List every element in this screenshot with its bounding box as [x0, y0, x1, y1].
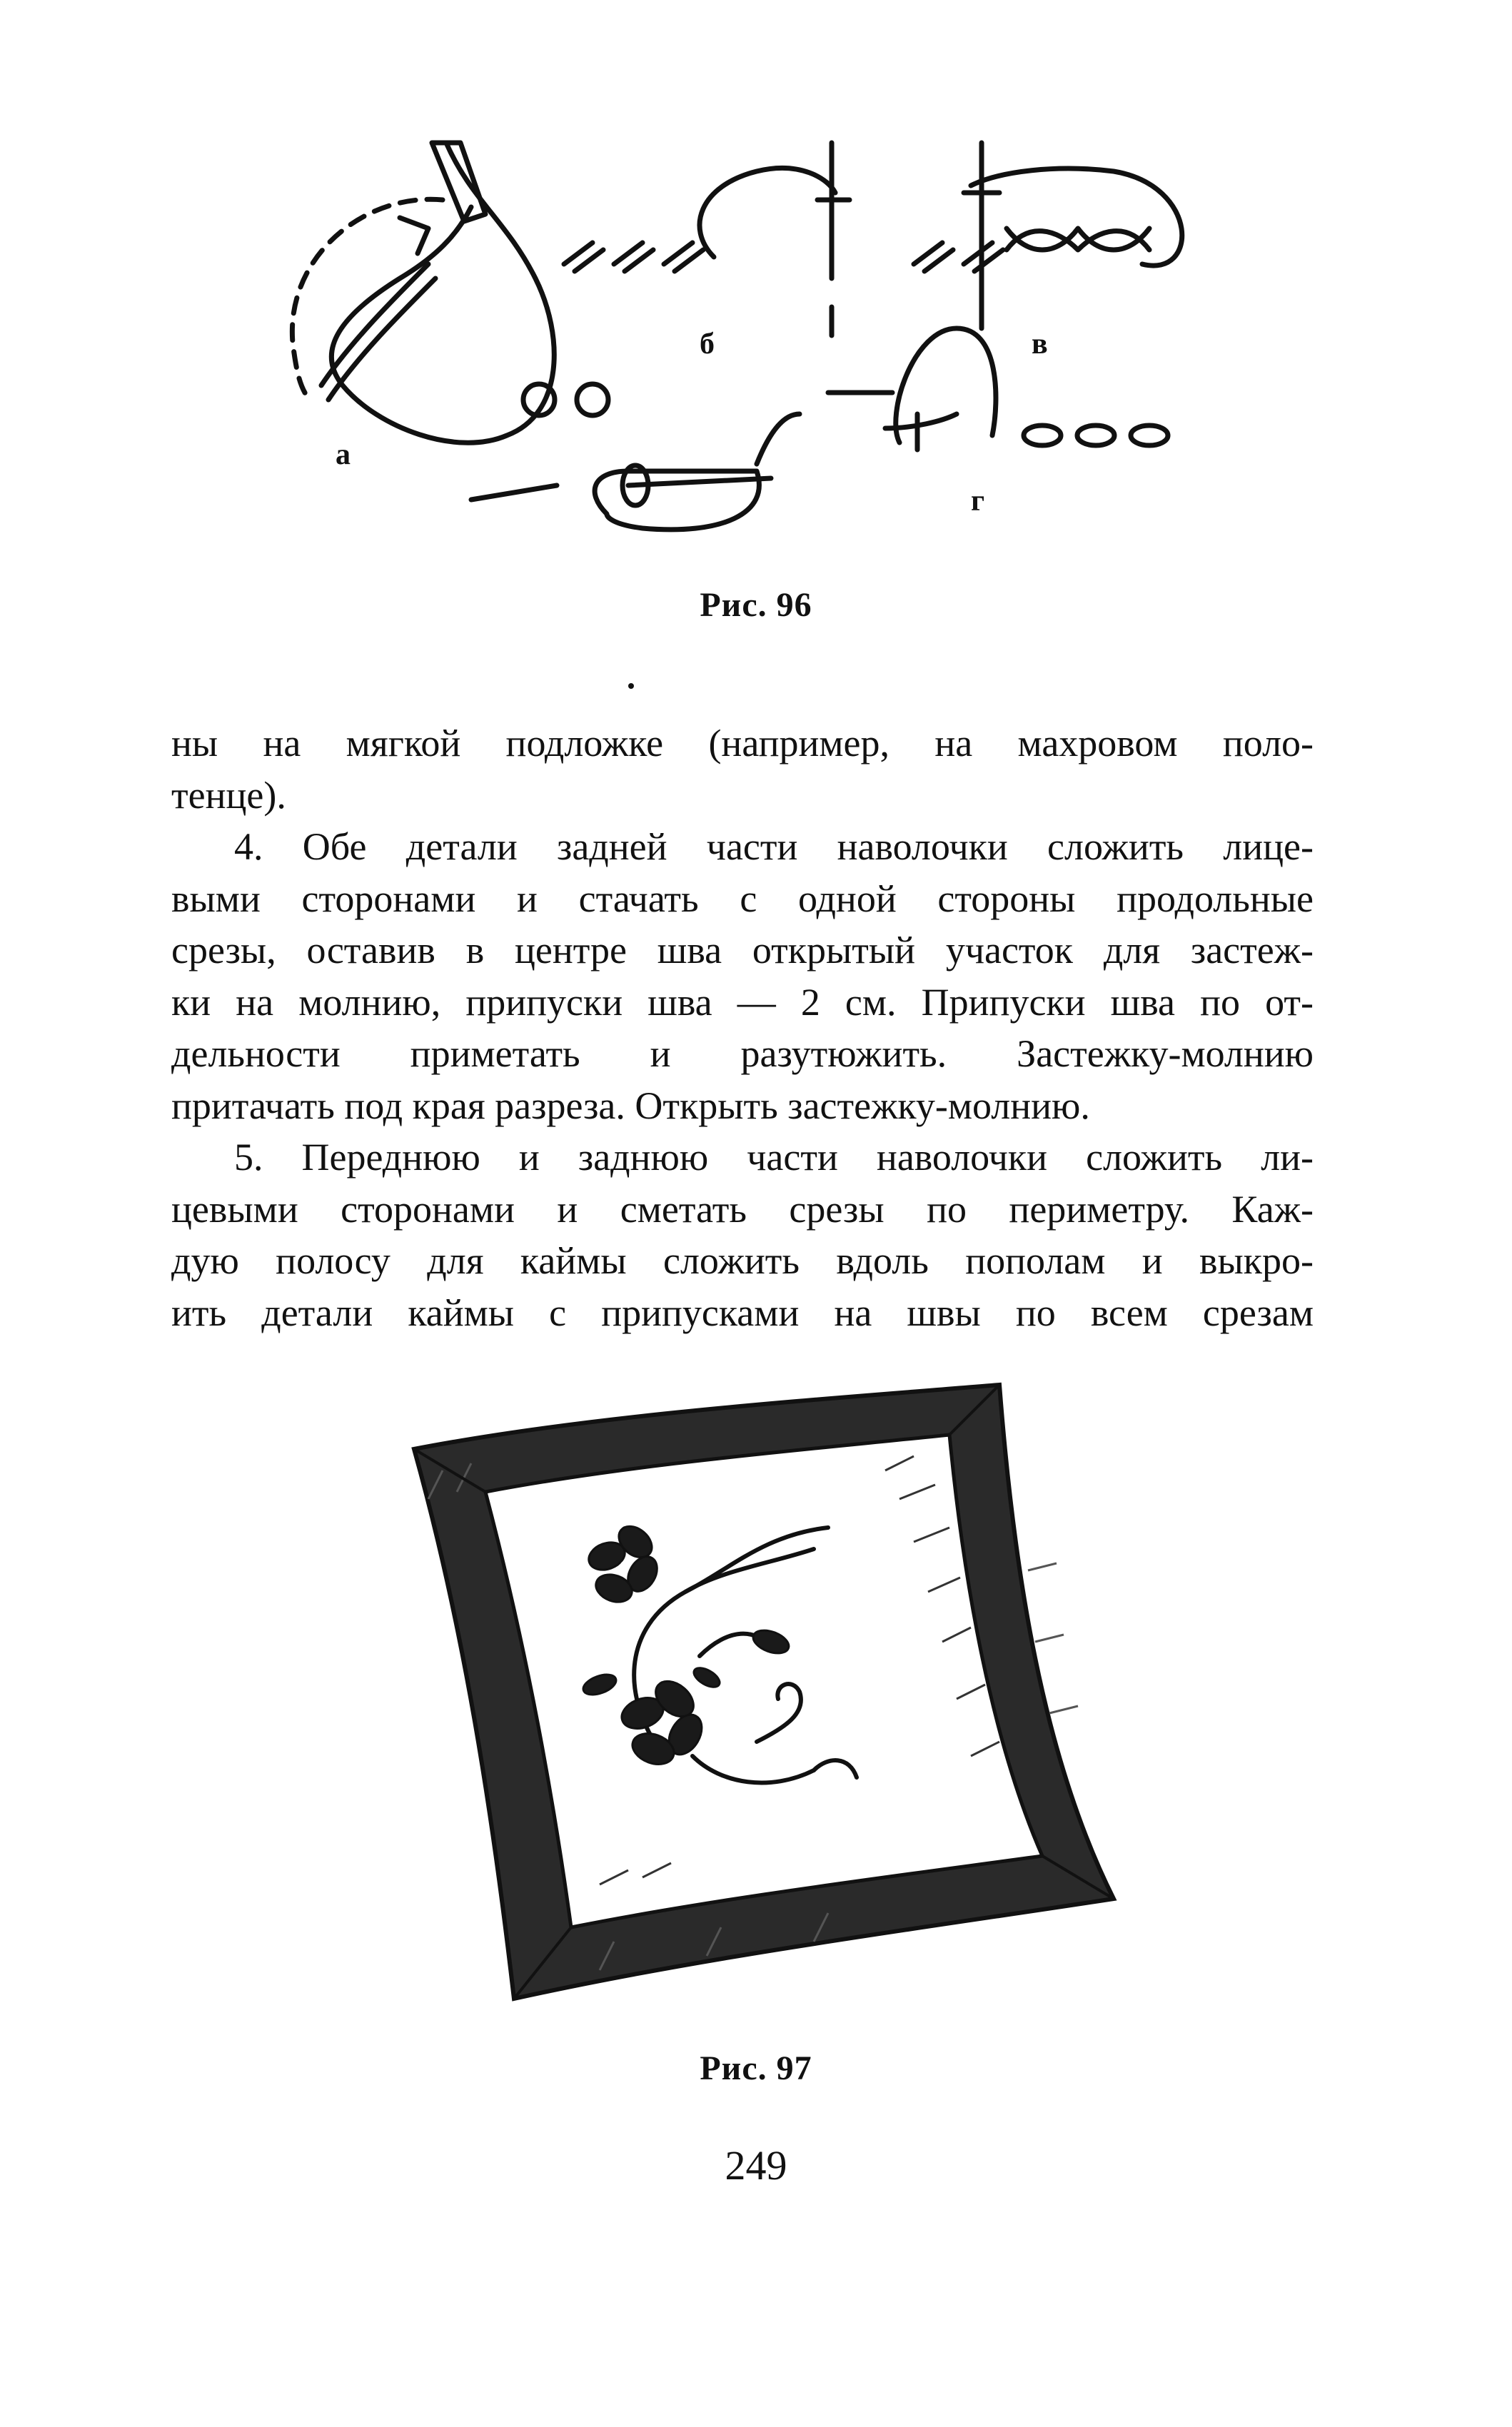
body-text — [171, 717, 1314, 1338]
text-line: ки на молнию, припуски шва — 2 см. Припуски шва по от- — [171, 980, 1314, 1024]
label-g: г — [971, 485, 985, 518]
text-line: тенце). — [171, 773, 286, 817]
dashed-arrow-path — [292, 199, 443, 396]
pillow-panel — [485, 1435, 1042, 1927]
label-v: в — [1032, 328, 1048, 360]
text-line: ить детали каймы с припусками на швы по всем срезам — [171, 1291, 1314, 1334]
loop-thread — [331, 143, 554, 443]
text-line: 4. Обе детали задней части наволочки сложить лице- — [234, 825, 1314, 868]
pillow-illustration — [385, 1356, 1142, 2042]
text-line: дую полосу для каймы сложить вдоль пополам и выкро- — [171, 1239, 1314, 1282]
print-speck — [628, 683, 634, 689]
text-line: цевыми сторонами и сметать срезы по периметру. Каж- — [171, 1187, 1314, 1231]
text-line: притачать под края разреза. Открыть застежку-молнию. — [171, 1084, 1090, 1127]
stem-stitch-thread — [700, 168, 835, 257]
page-number: 249 — [725, 2142, 787, 2189]
figure-96-stitch-diagrams — [257, 114, 1185, 585]
arrow-head — [400, 218, 428, 253]
figure-97-pillow — [385, 1356, 1142, 2042]
label-b: б — [700, 328, 715, 360]
text-line: 5. Переднюю и заднюю части наволочки сложить ли- — [234, 1136, 1314, 1179]
stitch-diagrams-illustration — [257, 114, 1185, 585]
text-line: дельности приметать и разутюжить. Застежку-молнию — [171, 1032, 1314, 1075]
needle-a — [432, 143, 485, 221]
figure-96-caption: Рис. 96 — [700, 586, 812, 624]
text-line: выми сторонами и стачать с одной стороны продольные — [171, 877, 1314, 920]
text-line: срезы, оставив в центре шва открытый участок для застеж- — [171, 929, 1314, 972]
text-line: ны на мягкой подложке (например, на махровом поло- — [171, 722, 1314, 765]
label-a: а — [336, 438, 351, 471]
figure-97-caption: Рис. 97 — [700, 2049, 812, 2087]
